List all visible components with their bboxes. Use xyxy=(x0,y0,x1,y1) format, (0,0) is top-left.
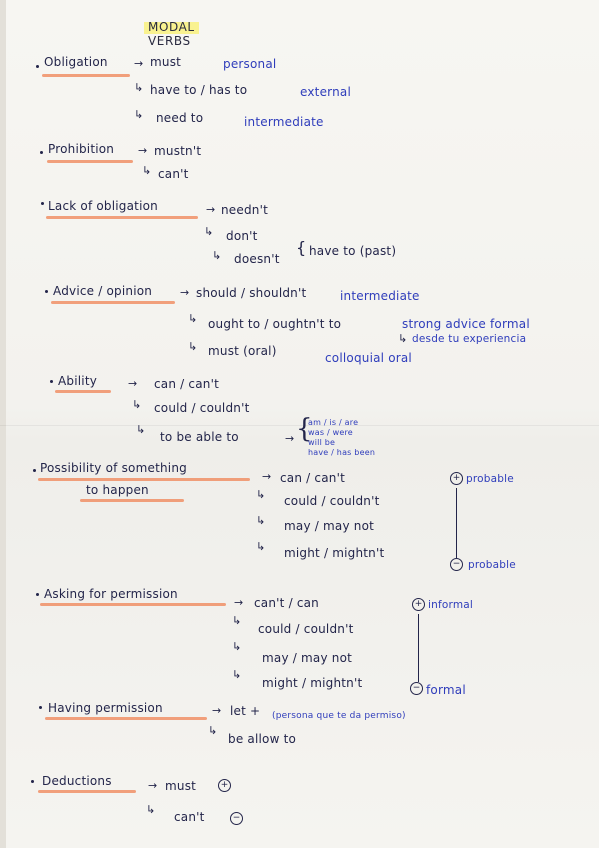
bullet xyxy=(36,593,39,596)
underline xyxy=(55,390,111,393)
arrow-icon: → xyxy=(206,203,216,216)
advice-note-2: strong advice formal xyxy=(402,317,530,331)
bullet xyxy=(31,780,34,783)
bullet xyxy=(36,65,39,68)
possibility-line-3: may / may not xyxy=(284,519,375,533)
deductions-line-1: must xyxy=(165,779,197,793)
underline xyxy=(38,478,250,481)
heading-prohibition: Prohibition xyxy=(48,142,115,156)
branch-arrow-icon: ↳ xyxy=(212,249,222,262)
ability-line-3: to be able to xyxy=(160,430,239,444)
branch-arrow-icon: ↳ xyxy=(134,81,144,94)
arrow-icon: → xyxy=(134,57,144,70)
branch-arrow-icon: ↳ xyxy=(232,640,242,653)
having-note: (persona que te da permiso) xyxy=(272,711,406,721)
possibility-line-4: might / mightn't xyxy=(284,546,385,560)
permission-line-3: may / may not xyxy=(262,651,353,665)
arrow-icon: → xyxy=(138,144,148,157)
heading-advice: Advice / opinion xyxy=(53,284,153,298)
possibility-line-2: could / couldn't xyxy=(284,494,380,508)
underline xyxy=(51,301,175,304)
lack-line-3: doesn't xyxy=(234,252,280,266)
branch-arrow-icon: ↳ xyxy=(232,668,242,681)
ability-form-1: am / is / are xyxy=(308,418,359,427)
underline xyxy=(40,603,226,606)
underline xyxy=(47,160,133,163)
advice-note-3: desde tu experiencia xyxy=(412,333,527,345)
lack-line-1: needn't xyxy=(221,203,268,217)
minus-icon: − xyxy=(410,682,423,695)
branch-arrow-icon: ↳ xyxy=(146,803,156,816)
possibility-line-1: can / can't xyxy=(280,471,345,485)
advice-note-1: intermediate xyxy=(340,289,420,303)
branch-arrow-icon: ↳ xyxy=(134,108,144,121)
branch-arrow-icon: ↳ xyxy=(256,514,266,527)
heading-obligation: Obligation xyxy=(44,55,108,69)
bullet xyxy=(39,706,42,709)
heading-deductions: Deductions xyxy=(42,774,112,788)
arrow-icon: → xyxy=(212,704,222,717)
underline xyxy=(38,790,136,793)
bullet xyxy=(50,380,53,383)
brace-icon: { xyxy=(296,238,307,257)
plus-icon: + xyxy=(218,779,231,792)
possibility-scale-top: probable xyxy=(466,473,514,485)
heading-having-permission: Having permission xyxy=(48,701,163,715)
branch-arrow-icon: ↳ xyxy=(232,614,242,627)
branch-arrow-icon: ↳ xyxy=(398,332,408,345)
advice-line-1: should / shouldn't xyxy=(196,286,307,300)
obligation-note-1: personal xyxy=(223,57,277,71)
bullet xyxy=(33,469,36,472)
lack-note: have to (past) xyxy=(309,244,397,258)
permission-scale-bottom: formal xyxy=(426,683,466,697)
underline xyxy=(45,717,207,720)
underline xyxy=(46,216,198,219)
page-title: MODAL VERBS xyxy=(148,20,195,48)
minus-icon: − xyxy=(450,558,463,571)
ability-form-4: have / has been xyxy=(308,448,376,457)
advice-note-4: colloquial oral xyxy=(325,351,412,365)
ability-form-2: was / were xyxy=(308,428,353,437)
having-line-1: let + xyxy=(230,704,261,718)
advice-line-3: must (oral) xyxy=(208,344,277,358)
scale-line xyxy=(418,614,419,682)
branch-arrow-icon: ↳ xyxy=(132,398,142,411)
branch-arrow-icon: ↳ xyxy=(256,540,266,553)
possibility-scale-bottom: probable xyxy=(468,559,516,571)
permission-line-2: could / couldn't xyxy=(258,622,354,636)
arrow-icon: → xyxy=(148,779,158,792)
prohibition-line-2: can't xyxy=(158,167,189,181)
lack-line-2: don't xyxy=(226,229,258,243)
arrow-icon: → xyxy=(128,377,138,390)
advice-line-2: ought to / oughtn't to xyxy=(208,317,342,331)
brace-icon: { xyxy=(296,414,313,444)
scale-line xyxy=(456,488,457,558)
prohibition-line-1: mustn't xyxy=(154,144,202,158)
arrow-icon: → xyxy=(285,432,295,445)
branch-arrow-icon: ↳ xyxy=(204,225,214,238)
bullet xyxy=(40,151,43,154)
arrow-icon: → xyxy=(234,596,244,609)
obligation-note-2: external xyxy=(300,85,351,99)
ability-line-1: can / can't xyxy=(154,377,219,391)
heading-possibility-2: to happen xyxy=(86,483,149,497)
branch-arrow-icon: ↳ xyxy=(136,423,146,436)
permission-line-1: can't / can xyxy=(254,596,319,610)
permission-line-4: might / mightn't xyxy=(262,676,363,690)
underline xyxy=(80,499,184,502)
ability-form-3: will be xyxy=(308,438,336,447)
having-line-2: be allow to xyxy=(228,732,297,746)
arrow-icon: → xyxy=(262,470,272,483)
obligation-line-2: have to / has to xyxy=(150,83,248,97)
permission-scale-top: informal xyxy=(428,599,474,611)
heading-ability: Ability xyxy=(58,374,98,388)
heading-possibility: Possibility of something xyxy=(40,461,187,475)
heading-asking-permission: Asking for permission xyxy=(44,587,178,601)
branch-arrow-icon: ↳ xyxy=(188,312,198,325)
obligation-line-3: need to xyxy=(156,111,204,125)
underline xyxy=(42,74,130,77)
branch-arrow-icon: ↳ xyxy=(142,164,152,177)
minus-icon: − xyxy=(230,812,243,825)
branch-arrow-icon: ↳ xyxy=(256,488,266,501)
ability-line-2: could / couldn't xyxy=(154,401,250,415)
bullet xyxy=(41,202,44,205)
obligation-note-3: intermediate xyxy=(244,115,324,129)
plus-icon: + xyxy=(412,598,425,611)
branch-arrow-icon: ↳ xyxy=(188,340,198,353)
plus-icon: + xyxy=(450,472,463,485)
obligation-line-1: must xyxy=(150,55,182,69)
branch-arrow-icon: ↳ xyxy=(208,724,218,737)
arrow-icon: → xyxy=(180,286,190,299)
bullet xyxy=(45,290,48,293)
paper-edge xyxy=(0,0,6,848)
heading-lack-of-obligation: Lack of obligation xyxy=(48,199,158,213)
deductions-line-2: can't xyxy=(174,810,205,824)
